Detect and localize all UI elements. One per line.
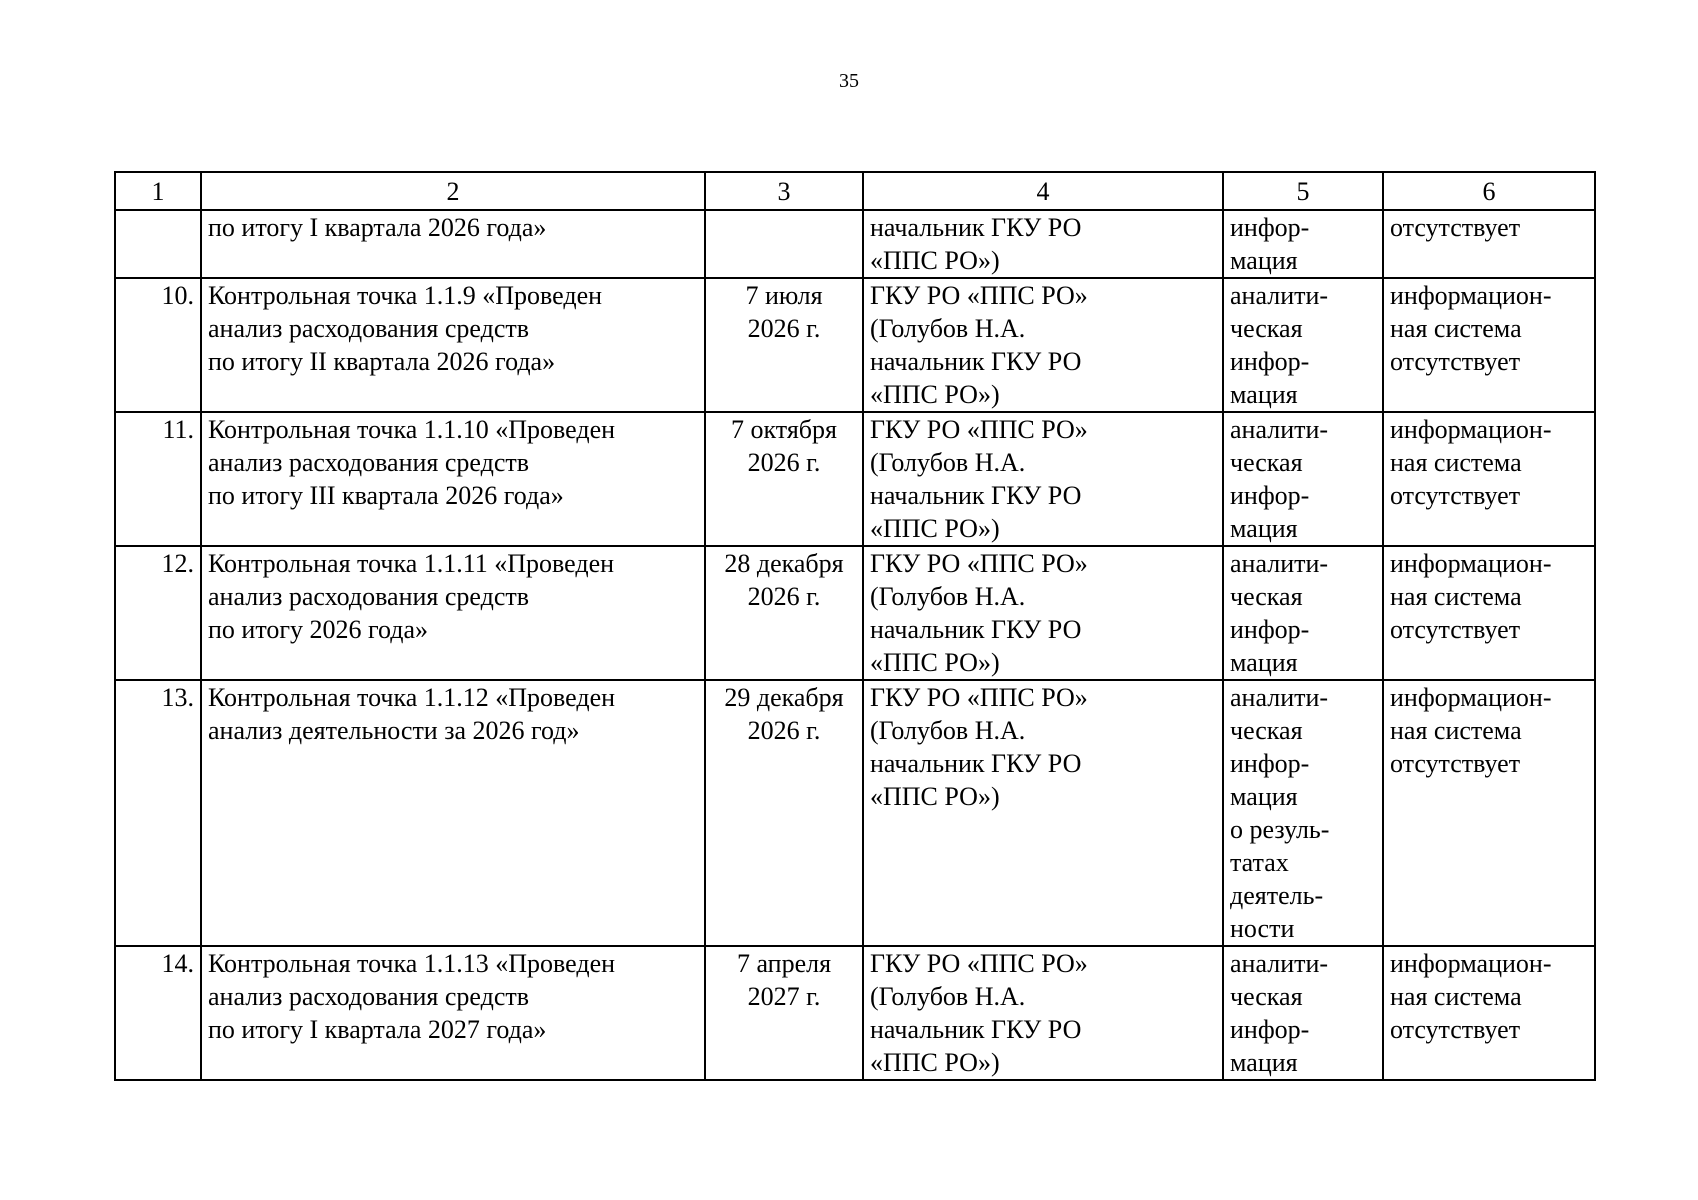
responsible-party-line: начальник ГКУ РО: [870, 213, 1082, 242]
control-point-description-line: анализ расходования средств: [208, 582, 530, 611]
document-type-line: ческая: [1230, 982, 1303, 1011]
responsible-party-line: начальник ГКУ РО: [870, 347, 1082, 376]
responsible-party-line: «ППС РО»): [870, 1048, 1000, 1077]
row-number-cell: [115, 946, 201, 1080]
control-point-description-line: анализ деятельности за 2026 год»: [208, 716, 580, 745]
information-system-cell: [1383, 210, 1595, 278]
document-type-line: мация: [1230, 246, 1298, 275]
control-point-description-cell: [201, 278, 705, 412]
document-type-line: мация: [1230, 1048, 1298, 1077]
information-system-line: ная система: [1390, 582, 1522, 611]
row-number-cell: [115, 546, 201, 680]
document-type-line: о резуль-: [1230, 815, 1330, 844]
document-type-cell: [1223, 546, 1383, 680]
row-number-cell: [115, 680, 201, 946]
information-system-line: отсутствует: [1390, 615, 1521, 644]
information-system-line: отсутствует: [1390, 1015, 1521, 1044]
deadline-date-line: 7 апреля: [736, 949, 832, 978]
row-number: 10.: [161, 281, 194, 310]
header-col-5: 5: [1223, 172, 1383, 210]
deadline-date-cell: [705, 210, 863, 278]
information-system-line: информацион-: [1390, 549, 1552, 578]
document-type-line: инфор-: [1230, 481, 1310, 510]
information-system-line: отсутствует: [1390, 213, 1521, 242]
document-type-line: мация: [1230, 782, 1298, 811]
deadline-date-line: 7 июля: [745, 281, 823, 310]
responsible-party-cell: [863, 278, 1223, 412]
responsible-party-line: «ППС РО»): [870, 380, 1000, 409]
control-point-description-line: анализ расходования средств: [208, 314, 530, 343]
control-point-description-line: Контрольная точка 1.1.9 «Проведен: [208, 281, 603, 310]
information-system-cell: [1383, 946, 1595, 1080]
control-point-description-line: по итогу I квартала 2027 года»: [208, 1015, 547, 1044]
document-type-line: инфор-: [1230, 615, 1310, 644]
table-row: [115, 210, 1595, 278]
control-point-description-cell: [201, 546, 705, 680]
document-type-cell: [1223, 680, 1383, 946]
responsible-party-line: (Голубов Н.А.: [870, 582, 1026, 611]
information-system-line: отсутствует: [1390, 749, 1521, 778]
document-type-line: ческая: [1230, 582, 1303, 611]
responsible-party-cell: [863, 546, 1223, 680]
row-number: 11.: [162, 415, 194, 444]
deadline-date-cell: [705, 278, 863, 412]
control-point-description-cell: [201, 946, 705, 1080]
responsible-party-line: ГКУ РО «ППС РО»: [870, 683, 1088, 712]
responsible-party-line: начальник ГКУ РО: [870, 615, 1082, 644]
information-system-line: информацион-: [1390, 683, 1552, 712]
responsible-party-line: (Голубов Н.А.: [870, 314, 1026, 343]
information-system-line: информацион-: [1390, 949, 1552, 978]
document-type-line: аналити-: [1230, 549, 1329, 578]
document-type-line: инфор-: [1230, 347, 1310, 376]
control-point-description-cell: [201, 412, 705, 546]
table-row: [115, 546, 1595, 680]
information-system-line: ная система: [1390, 448, 1522, 477]
document-type-cell: [1223, 412, 1383, 546]
deadline-date-line: 2026 г.: [747, 582, 821, 611]
deadline-date-line: 2026 г.: [747, 314, 821, 343]
control-point-description-line: Контрольная точка 1.1.13 «Проведен: [208, 949, 616, 978]
responsible-party-line: «ППС РО»): [870, 246, 1000, 275]
information-system-line: информацион-: [1390, 415, 1552, 444]
document-type-line: инфор-: [1230, 213, 1310, 242]
document-type-line: аналити-: [1230, 683, 1329, 712]
responsible-party-line: ГКУ РО «ППС РО»: [870, 281, 1088, 310]
deadline-date-line: 29 декабря: [724, 683, 844, 712]
responsible-party-line: ГКУ РО «ППС РО»: [870, 549, 1088, 578]
document-type-cell: [1223, 278, 1383, 412]
document-type-line: аналити-: [1230, 281, 1329, 310]
responsible-party-cell: [863, 210, 1223, 278]
responsible-party-line: начальник ГКУ РО: [870, 1015, 1082, 1044]
document-type-line: ческая: [1230, 314, 1303, 343]
row-number: 14.: [161, 949, 194, 978]
responsible-party-cell: [863, 946, 1223, 1080]
responsible-party-line: (Голубов Н.А.: [870, 716, 1026, 745]
control-point-description-line: по итогу III квартала 2026 года»: [208, 481, 564, 510]
page-number: 35: [839, 70, 859, 92]
row-number-cell: [115, 412, 201, 546]
control-point-description-line: по итогу 2026 года»: [208, 615, 429, 644]
deadline-date-line: 2027 г.: [747, 982, 821, 1011]
control-points-table: [114, 171, 1596, 1081]
deadline-date-cell: [705, 412, 863, 546]
responsible-party-line: ГКУ РО «ППС РО»: [870, 415, 1088, 444]
header-row: [115, 172, 1595, 210]
information-system-line: отсутствует: [1390, 347, 1521, 376]
responsible-party-line: начальник ГКУ РО: [870, 749, 1082, 778]
responsible-party-line: (Голубов Н.А.: [870, 448, 1026, 477]
document-type-line: мация: [1230, 380, 1298, 409]
header-col-6: 6: [1383, 172, 1595, 210]
deadline-date-cell: [705, 680, 863, 946]
header-col-2: 2: [201, 172, 705, 210]
document-type-line: инфор-: [1230, 1015, 1310, 1044]
deadline-date-cell: [705, 946, 863, 1080]
responsible-party-cell: [863, 680, 1223, 946]
table-row: [115, 680, 1595, 946]
control-point-description-line: анализ расходования средств: [208, 982, 530, 1011]
document-type-line: мация: [1230, 514, 1298, 543]
information-system-line: отсутствует: [1390, 481, 1521, 510]
information-system-cell: [1383, 546, 1595, 680]
control-point-description-line: по итогу II квартала 2026 года»: [208, 347, 556, 376]
control-point-description-line: Контрольная точка 1.1.11 «Проведен: [208, 549, 615, 578]
document-type-cell: [1223, 946, 1383, 1080]
deadline-date-line: 2026 г.: [747, 448, 821, 477]
table-row: [115, 278, 1595, 412]
deadline-date-line: 7 октября: [731, 415, 837, 444]
information-system-cell: [1383, 412, 1595, 546]
information-system-cell: [1383, 278, 1595, 412]
row-number-cell: [115, 278, 201, 412]
document-type-line: аналити-: [1230, 415, 1329, 444]
document-type-line: ческая: [1230, 448, 1303, 477]
header-col-3: 3: [705, 172, 863, 210]
control-point-description-line: анализ расходования средств: [208, 448, 530, 477]
header-col-1: 1: [115, 172, 201, 210]
document-type-line: аналити-: [1230, 949, 1329, 978]
information-system-cell: [1383, 680, 1595, 946]
table-row: [115, 946, 1595, 1080]
control-point-description-cell: [201, 210, 705, 278]
deadline-date-cell: [705, 546, 863, 680]
responsible-party-line: начальник ГКУ РО: [870, 481, 1082, 510]
document-type-line: мация: [1230, 648, 1298, 677]
information-system-line: информацион-: [1390, 281, 1552, 310]
document-type-line: ческая: [1230, 716, 1303, 745]
control-point-description-line: Контрольная точка 1.1.10 «Проведен: [208, 415, 616, 444]
deadline-date-line: 2026 г.: [747, 716, 821, 745]
control-point-description-cell: [201, 680, 705, 946]
table-row: [115, 412, 1595, 546]
document-type-line: ности: [1230, 914, 1295, 943]
document-type-line: инфор-: [1230, 749, 1310, 778]
responsible-party-line: «ППС РО»): [870, 514, 1000, 543]
control-point-description-line: Контрольная точка 1.1.12 «Проведен: [208, 683, 616, 712]
information-system-line: ная система: [1390, 982, 1522, 1011]
responsible-party-line: ГКУ РО «ППС РО»: [870, 949, 1088, 978]
deadline-date-line: 28 декабря: [724, 549, 844, 578]
responsible-party-line: «ППС РО»): [870, 648, 1000, 677]
document-type-line: татах: [1230, 848, 1289, 877]
row-number: 13.: [161, 683, 194, 712]
document-type-line: деятель-: [1230, 881, 1324, 910]
control-point-description-line: по итогу I квартала 2026 года»: [208, 213, 547, 242]
responsible-party-line: (Голубов Н.А.: [870, 982, 1026, 1011]
responsible-party-line: «ППС РО»): [870, 782, 1000, 811]
header-col-4: 4: [863, 172, 1223, 210]
information-system-line: ная система: [1390, 314, 1522, 343]
document-type-cell: [1223, 210, 1383, 278]
information-system-line: ная система: [1390, 716, 1522, 745]
row-number-cell: [115, 210, 201, 278]
row-number: 12.: [161, 549, 194, 578]
responsible-party-cell: [863, 412, 1223, 546]
